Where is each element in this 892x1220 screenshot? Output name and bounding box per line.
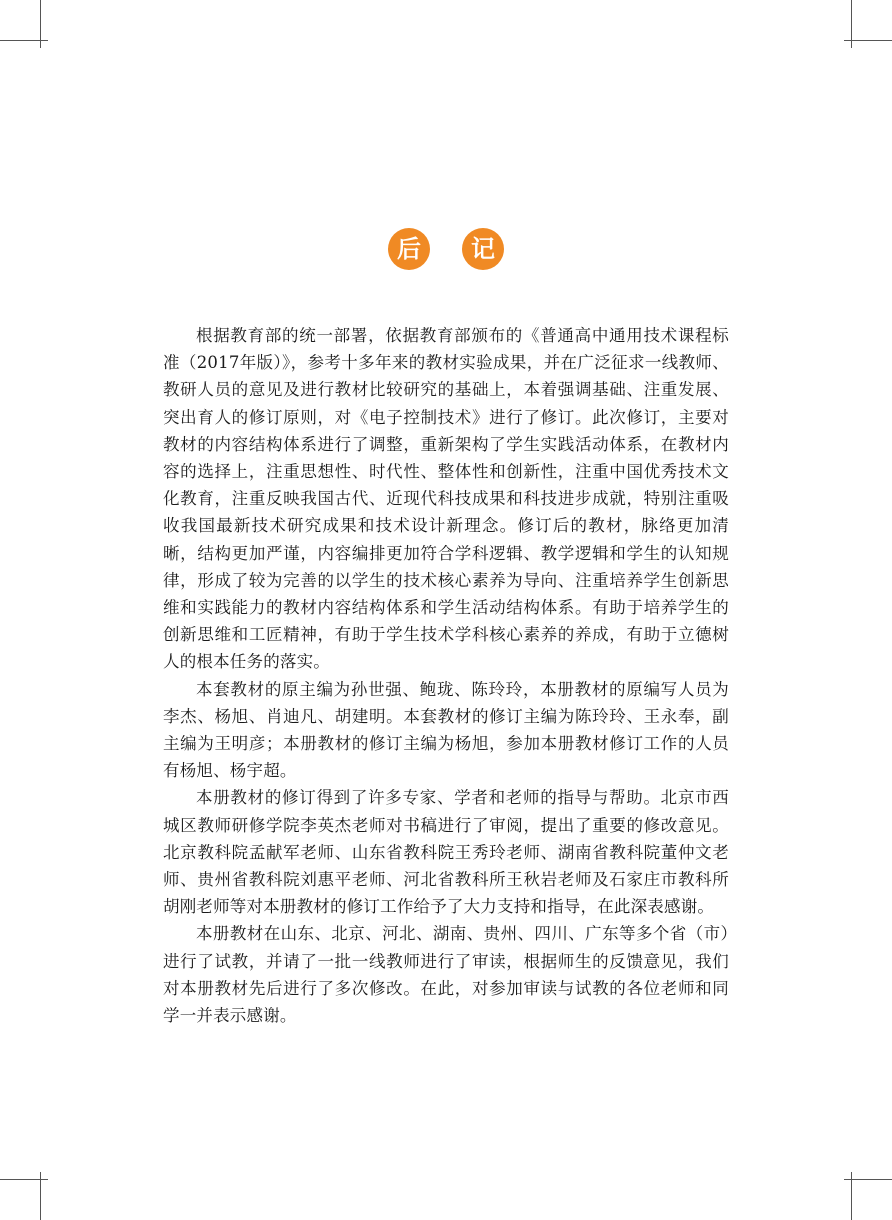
paragraph-4: 本册教材在山东、北京、河北、湖南、贵州、四川、广东等多个省（市）进行了试教，并请了一批一线教师进行了审读，根据师生的反馈意见，我们对本册教材先后进行了多次修改。在此，对参加审读与试教的各位老师和同学一并表示感谢。 [163,924,729,1026]
page-title [0,228,892,270]
crop-mark-bottom-right-v [851,1172,852,1220]
afterword-body [163,322,729,1029]
crop-mark-bottom-left-v [40,1172,41,1220]
paragraph-1: 根据教育部的统一部署，依据教育部颁布的《普通高中通用技术课程标准（2017年版）》，参考十多年来的教材实验成果，并在广泛征求一线教师、教研人员的意见及进行教材比较研究的基础上，本着强调基础、注重发展、突出育人的修订原则，对《电子控制技术》进行了修订。此次修订，主要对教材的内容结构体系进行了调整，重新架构了学生实践活动体系，在教材内容的选择上，注重思想性、时代性、整体性和创新性，注重中国优秀技术文化教育，注重反映我国古代、近现代科技成果和科技进步成就，特别注重吸收我国最新技术研究成果和技术设计新理念。修订后的教材，脉络更加清晰，结构更加严谨，内容编排更加符合学科逻辑、教学逻辑和学生的认知规律，形成了较为完善的以学生的技术核心素养为导向、注重培养学生创新思维和实践能力的教材内容结构体系和学生活动结构体系。有助于培养学生的创新思维和工匠精神，有助于学生技术学科核心素养的养成，有助于立德树人的根本任务的落实。 [163,326,729,672]
crop-mark-top-right-v [851,0,852,48]
title-char-1: 后 [388,228,430,270]
paragraph-3: 本册教材的修订得到了许多专家、学者和老师的指导与帮助。北京市西城区教师研修学院李英杰老师对书稿进行了审阅，提出了重要的修改意见。北京教科院孟献军老师、山东省教科院王秀玲老师、湖南省教科院董仲文老师、贵州省教科院刘惠平老师、河北省教科所王秋岩老师及石家庄市教科所胡刚老师等对本册教材的修订工作给予了大力支持和指导，在此深表感谢。 [163,788,729,917]
paragraph-2: 本套教材的原主编为孙世强、鲍珑、陈玲玲，本册教材的原编写人员为李杰、杨旭、肖迪凡、胡建明。本套教材的修订主编为陈玲玲、王永奉，副主编为王明彦；本册教材的修订主编为杨旭，参加本册教材修订工作的人员有杨旭、杨宇超。 [163,679,729,781]
crop-mark-top-left-v [40,0,41,48]
title-char-2: 记 [462,228,504,270]
